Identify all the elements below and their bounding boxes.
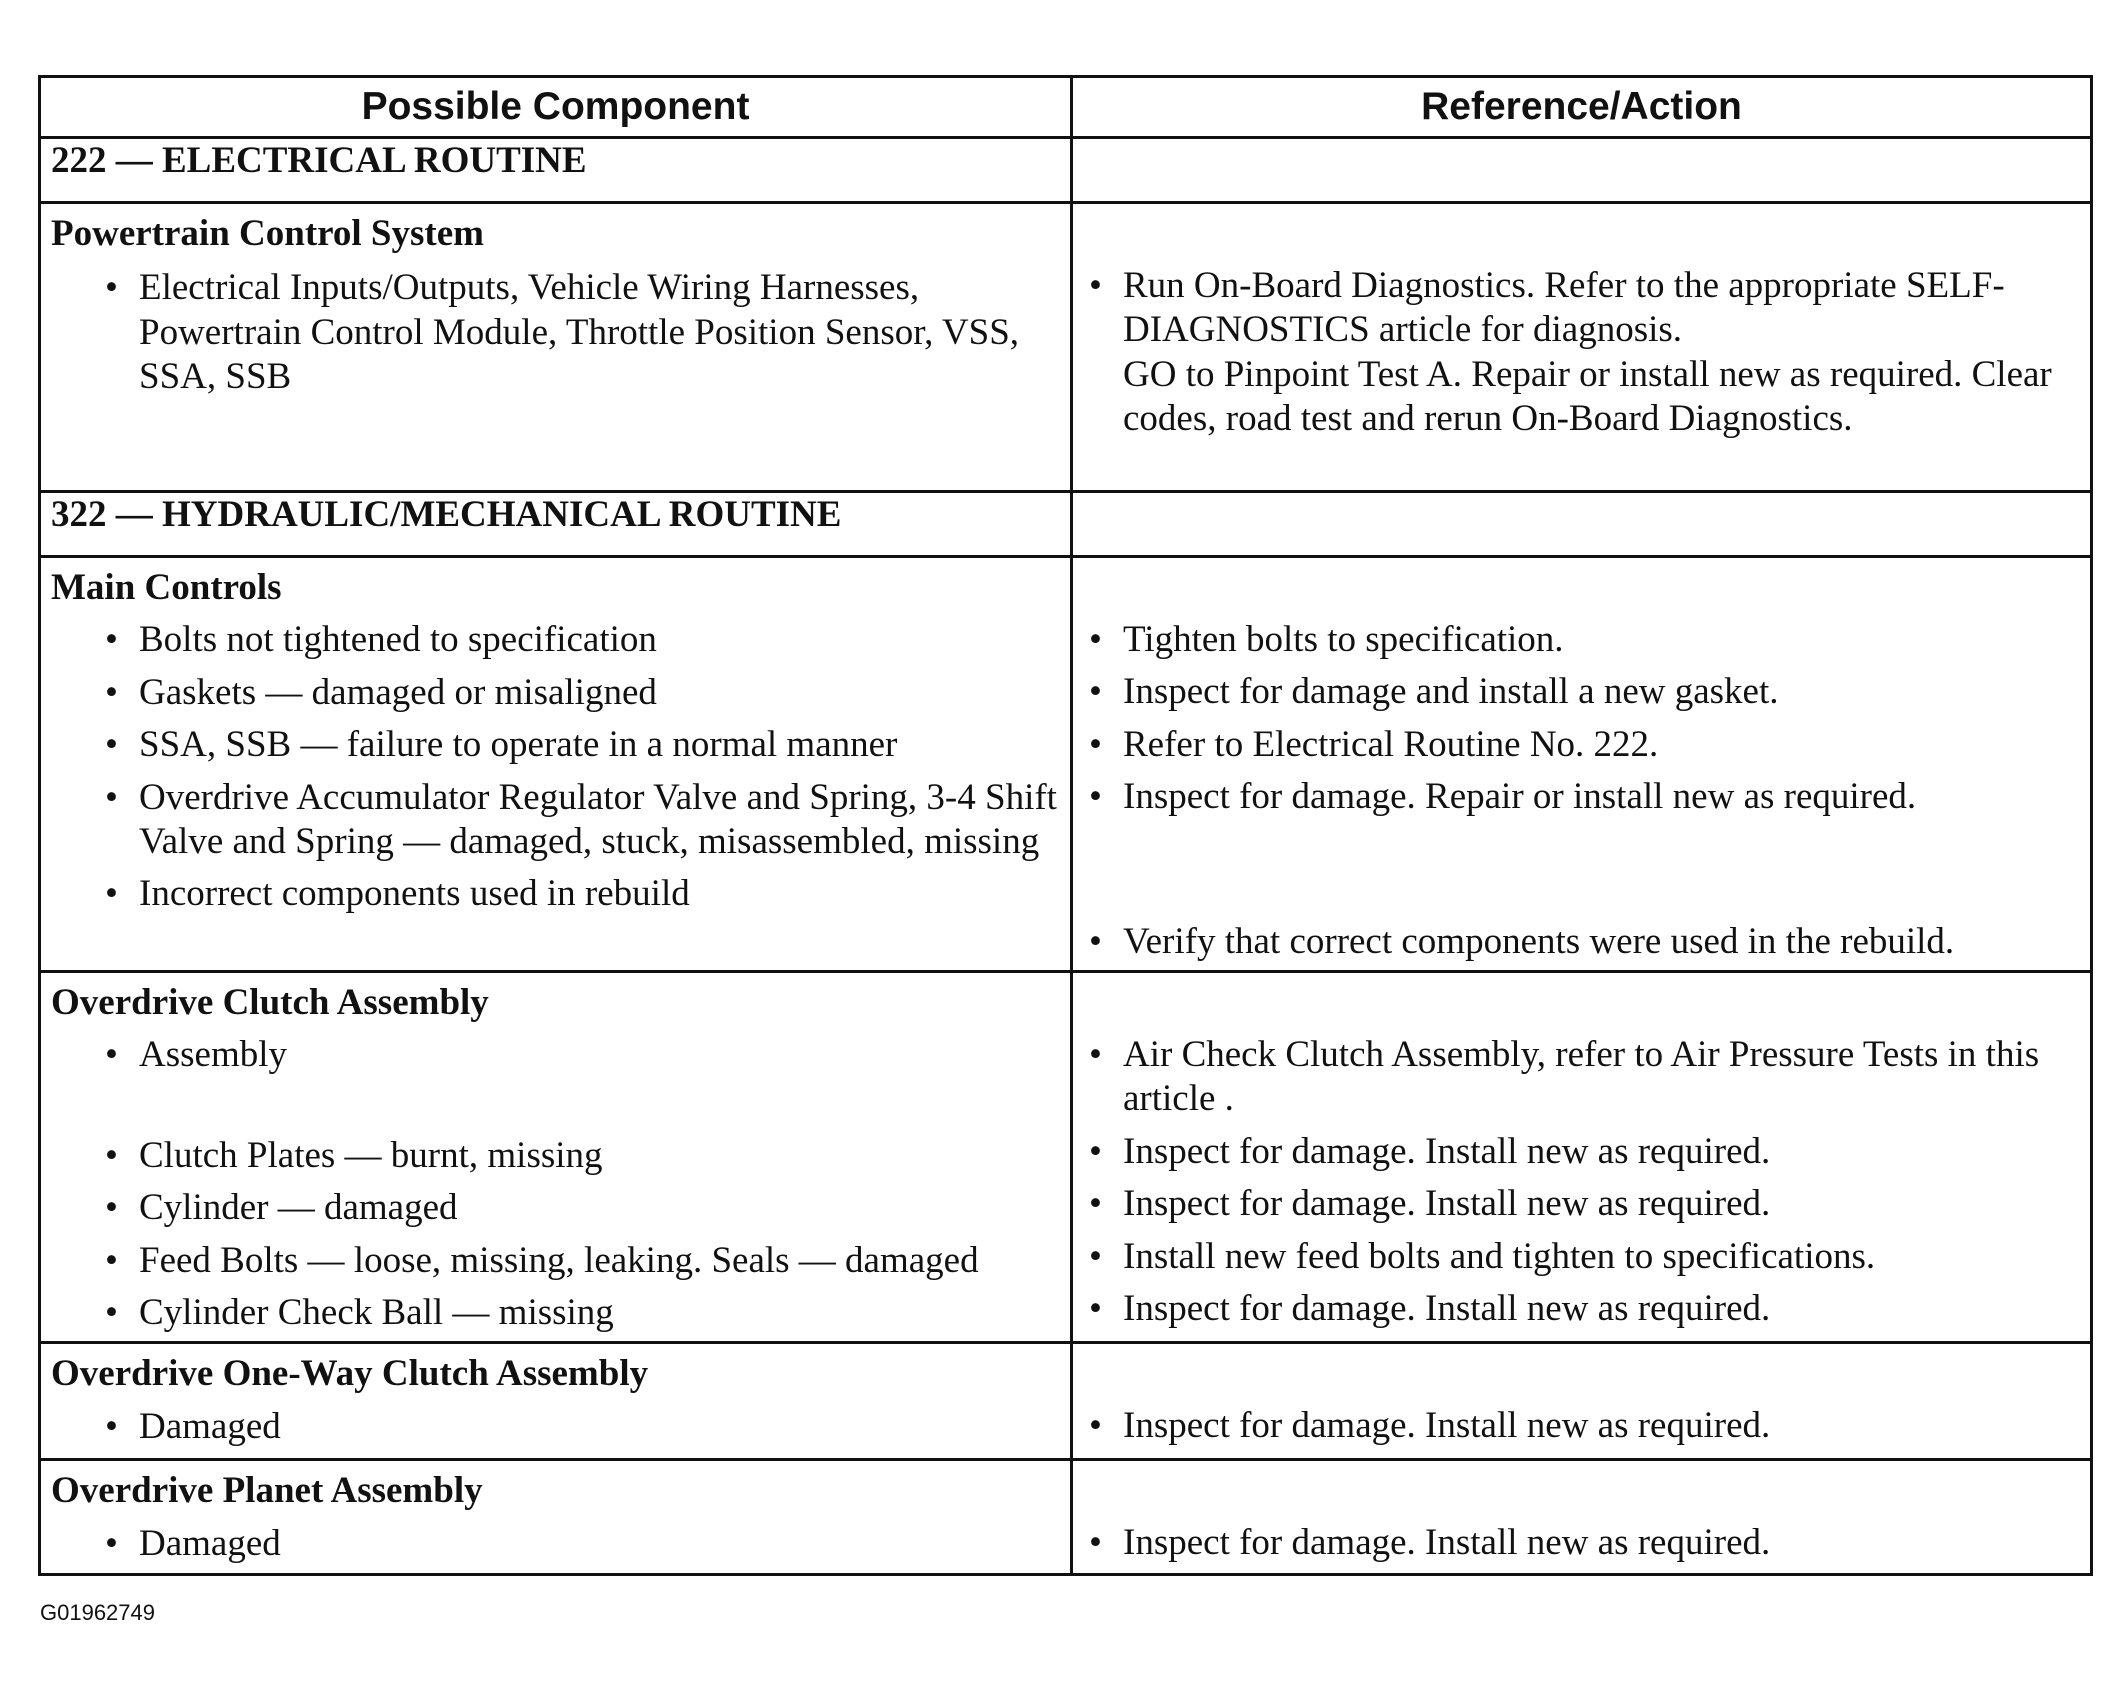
component-text: Damaged bbox=[139, 1522, 281, 1564]
figure-id: G01962749 bbox=[40, 1600, 155, 1625]
action-item bbox=[1089, 723, 2090, 767]
action-text: Inspect for damage and install a new gasket. bbox=[1123, 671, 1779, 713]
component-text: Assembly bbox=[139, 1034, 287, 1076]
component-text: Cylinder Check Ball — missing bbox=[139, 1291, 614, 1333]
action-text: Inspect for damage. Install new as required. bbox=[1123, 1130, 1771, 1172]
component-item bbox=[105, 1134, 1070, 1178]
action-text: Inspect for damage. Install new as required. bbox=[1123, 1405, 1771, 1447]
component-text: Clutch Plates — burnt, missing bbox=[139, 1134, 603, 1176]
component-item bbox=[105, 1291, 1070, 1335]
bullet-icon: • bbox=[1089, 265, 1102, 306]
action-item bbox=[1089, 1521, 2090, 1565]
action-text: Inspect for damage. Install new as required. bbox=[1123, 1522, 1771, 1564]
bullet-icon: • bbox=[105, 1034, 118, 1076]
action-text: Run On-Board Diagnostics. Refer to the appropriate SELF-DIAGNOSTICS article for diagnosis. bbox=[1123, 265, 2005, 351]
bullet-icon: • bbox=[105, 1522, 118, 1564]
group-title-powertrain-control-system: Powertrain Control System bbox=[51, 213, 484, 254]
component-text: Cylinder — damaged bbox=[139, 1187, 458, 1229]
bullet-icon: • bbox=[105, 1187, 118, 1229]
component-item bbox=[105, 1186, 1070, 1230]
component-item bbox=[105, 618, 1070, 662]
component-text: Feed Bolts — loose, missing, leaking. Seals — damaged bbox=[139, 1239, 979, 1281]
component-item bbox=[105, 723, 1070, 767]
action-text: Install new feed bolts and tighten to specifications. bbox=[1123, 1235, 1876, 1277]
action-text: Tighten bolts to specification. bbox=[1123, 619, 1564, 660]
component-text: Gaskets — damaged or misaligned bbox=[139, 671, 657, 713]
component-item bbox=[105, 671, 1070, 715]
bullet-icon: • bbox=[105, 619, 118, 661]
action-item bbox=[1089, 618, 2090, 662]
bullet-icon: • bbox=[1089, 1033, 1102, 1075]
group-title-overdrive-one-way-clutch: Overdrive One-Way Clutch Assembly bbox=[51, 1353, 649, 1395]
column-header-reference-action: Reference/Action bbox=[1072, 77, 2092, 138]
component-item bbox=[105, 776, 1070, 865]
bullet-icon: • bbox=[105, 1405, 118, 1447]
component-text: Incorrect components used in rebuild bbox=[139, 873, 690, 915]
group-row-overdrive-one-way-clutch-assembly bbox=[40, 1343, 2092, 1460]
component-item bbox=[105, 1522, 1070, 1566]
bullet-icon: • bbox=[1089, 1405, 1102, 1447]
bullet-icon: • bbox=[1089, 1130, 1102, 1172]
bullet-icon: • bbox=[105, 671, 118, 713]
group-title-overdrive-planet-assembly: Overdrive Planet Assembly bbox=[51, 1470, 483, 1512]
component-item bbox=[105, 1033, 1070, 1077]
bullet-icon: • bbox=[105, 1134, 118, 1176]
bullet-icon: • bbox=[1089, 920, 1102, 962]
bullet-icon: • bbox=[105, 873, 118, 915]
action-item bbox=[1089, 1404, 2090, 1448]
column-header-possible-component: Possible Component bbox=[40, 77, 1072, 138]
group-title-overdrive-clutch-assembly: Overdrive Clutch Assembly bbox=[51, 981, 489, 1023]
action-item bbox=[1089, 1182, 2090, 1226]
component-text: SSA, SSB — failure to operate in a normal manner bbox=[139, 724, 898, 766]
action-text: Inspect for damage. Repair or install new as required. bbox=[1123, 776, 1917, 818]
component-text: Electrical Inputs/Outputs, Vehicle Wiring Harnesses, Powertrain Control Module, Throttle Position Sensor, VSS, SSA, SSB bbox=[139, 267, 1020, 398]
empty-cell bbox=[1072, 492, 2092, 557]
action-item bbox=[1089, 1130, 2090, 1174]
action-item bbox=[1089, 775, 2090, 819]
bullet-icon: • bbox=[1089, 1235, 1102, 1277]
diagnosis-table bbox=[38, 75, 2093, 1576]
section-row-222 bbox=[40, 138, 2092, 203]
bullet-icon: • bbox=[1089, 1183, 1102, 1225]
group-row-overdrive-planet-assembly bbox=[40, 1460, 2092, 1575]
action-text: Air Check Clutch Assembly, refer to Air Pressure Tests in this article . bbox=[1123, 1033, 2040, 1120]
section-title-electrical-routine: 222 — ELECTRICAL ROUTINE bbox=[51, 140, 587, 181]
component-text: Damaged bbox=[139, 1405, 281, 1447]
component-text: Overdrive Accumulator Regulator Valve and Spring, 3-4 Shift Valve and Spring — damaged, stuck, misassembled, missing bbox=[139, 776, 1057, 862]
bullet-icon: • bbox=[105, 776, 118, 818]
bullet-icon: • bbox=[1089, 671, 1102, 713]
bullet-icon: • bbox=[1089, 1522, 1102, 1564]
action-text: Verify that correct components were used in the rebuild. bbox=[1123, 920, 1955, 962]
bullet-icon: • bbox=[105, 267, 118, 309]
bullet-icon: • bbox=[1089, 776, 1102, 818]
component-item bbox=[105, 1239, 1070, 1283]
action-item bbox=[1089, 264, 2090, 353]
action-item bbox=[1089, 1287, 2090, 1331]
action-text: Inspect for damage. Install new as required. bbox=[1123, 1287, 1771, 1329]
group-title-main-controls: Main Controls bbox=[51, 567, 282, 608]
action-text: Refer to Electrical Routine No. 222. bbox=[1123, 723, 1659, 765]
action-item bbox=[1089, 1033, 2090, 1122]
action-item bbox=[1089, 1235, 2090, 1279]
section-title-hydraulic-mechanical-routine: 322 — HYDRAULIC/MECHANICAL ROUTINE bbox=[51, 494, 842, 535]
group-row-main-controls bbox=[40, 557, 2092, 972]
table-header-row bbox=[40, 77, 2092, 138]
component-item bbox=[105, 266, 1070, 399]
section-row-322 bbox=[40, 492, 2092, 557]
action-item bbox=[1089, 920, 2090, 964]
empty-cell bbox=[1072, 138, 2092, 203]
bullet-icon: • bbox=[105, 1239, 118, 1281]
group-row-overdrive-clutch-assembly bbox=[40, 971, 2092, 1342]
component-text: Bolts not tightened to specification bbox=[139, 619, 657, 661]
bullet-icon: • bbox=[1089, 1287, 1102, 1329]
action-item bbox=[1089, 670, 2090, 714]
bullet-icon: • bbox=[105, 724, 118, 766]
bullet-icon: • bbox=[1089, 723, 1102, 765]
bullet-icon: • bbox=[105, 1291, 118, 1333]
component-item bbox=[105, 872, 1070, 916]
group-row-powertrain-control-system bbox=[40, 203, 2092, 492]
component-item bbox=[105, 1405, 1070, 1449]
bullet-icon: • bbox=[1089, 619, 1102, 660]
action-note-pinpoint-test: GO to Pinpoint Test A. Repair or install new as required. Clear codes, road test and rerun On-Board Diagnostics. bbox=[1123, 353, 2052, 440]
action-text: Inspect for damage. Install new as required. bbox=[1123, 1183, 1771, 1225]
